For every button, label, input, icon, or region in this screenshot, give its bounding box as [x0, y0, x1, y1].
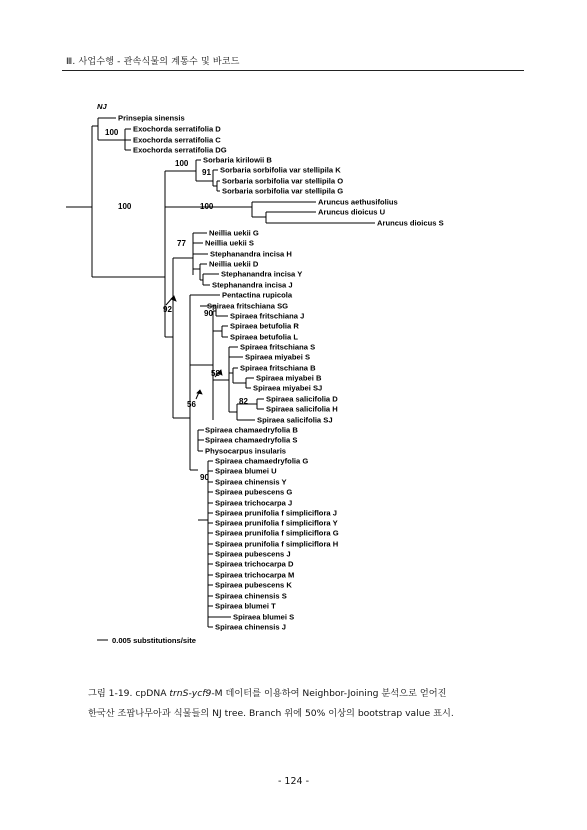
taxon-name: Sorbaria sorbifolia var stellipila: [222, 176, 336, 186]
taxon-label: [220, 166, 341, 175]
running-header: Ⅲ. 사업수행 - 관속식물의 계통수 및 바코드: [66, 57, 240, 67]
bootstrap-value: 100: [118, 202, 132, 211]
taxon-label: [205, 436, 297, 445]
taxon-name: Spiraea chamaedryfolia: [215, 456, 301, 466]
taxon-label: [230, 322, 299, 331]
taxon-sample-code: R: [291, 321, 299, 331]
tree-branch-2: [165, 160, 213, 277]
taxon-name: Aruncus dioicus: [377, 218, 437, 228]
taxon-label: [256, 374, 322, 383]
taxon-label: [222, 187, 343, 196]
taxon-name: Sorbaria sorbifolia var stellipila: [220, 165, 334, 175]
taxon-label: [215, 467, 277, 476]
taxon-label: [222, 291, 293, 300]
taxon-sample-code: M: [285, 570, 295, 580]
taxon-label: [318, 198, 398, 207]
taxon-sample-code: J: [285, 498, 293, 508]
taxon-label: [240, 364, 316, 373]
taxon-label: [215, 602, 276, 611]
taxon-sample-code: J: [286, 280, 293, 290]
taxon-label: [215, 623, 286, 632]
taxon-label: [215, 560, 294, 569]
tree-branch-10: [213, 326, 227, 337]
taxon-label: [257, 416, 333, 425]
taxon-name: Spiraea prunifolia f simpliciflora: [215, 539, 331, 549]
taxon-name: Exochorda serratifolia: [133, 145, 214, 155]
taxon-name: Spiraea pubescens: [215, 487, 285, 497]
taxon-labels: [118, 114, 444, 632]
taxon-label: [215, 540, 338, 549]
bootstrap-value: 92: [163, 305, 172, 314]
taxon-label: [377, 219, 444, 228]
caption-line1-rest: -M 데이터를 이용하여 Neighbor-Joining 분석으로 얻어진: [211, 688, 447, 699]
taxon-name: Exochorda serratifolia: [133, 124, 214, 134]
taxon-sample-code: SG: [274, 301, 289, 311]
taxon-label: [215, 499, 292, 508]
caption-line2: 한국산 조팝나무아과 식물들의 NJ tree. Branch 위에 50% 이상의 bootstrap value 표시.: [88, 708, 454, 719]
taxon-sample-code: U: [269, 466, 277, 476]
taxon-name: Physocarpus insularis: [205, 446, 287, 456]
taxon-name: Aruncus aethusifolius: [318, 197, 398, 207]
taxon-label: [221, 270, 302, 279]
taxon-label: [266, 405, 338, 414]
taxon-sample-code: D: [213, 124, 221, 134]
taxon-label: [212, 281, 293, 290]
taxon-label: [266, 395, 338, 404]
taxon-name: Spiraea pubescens: [215, 580, 285, 590]
taxon-name: Spiraea prunifolia f simpliciflora: [215, 508, 331, 518]
taxon-sample-code: S: [302, 352, 311, 362]
taxon-name: Prinsepia sinensis: [118, 113, 185, 123]
taxon-name: Stephanandra incisa: [221, 269, 296, 279]
taxon-sample-code: Y: [330, 518, 338, 528]
taxon-label: [203, 156, 272, 165]
scale-bar-label: 0.005 substitutions/site: [112, 636, 196, 645]
taxon-name: Sorbaria kirilowii: [203, 155, 265, 165]
taxon-label: [205, 447, 286, 456]
taxon-sample-code: SJ: [321, 415, 333, 425]
taxon-sample-code: G: [250, 228, 259, 238]
taxon-name: Spiraea prunifolia f simpliciflora: [215, 528, 331, 538]
taxon-sample-code: S: [290, 435, 298, 445]
taxon-name: Spiraea salicifolia: [266, 404, 331, 414]
tree-method-label: NJ: [97, 102, 107, 111]
bootstrap-value: 77: [177, 239, 186, 248]
taxon-name: Spiraea salicifolia: [266, 394, 331, 404]
taxon-label: [215, 457, 308, 466]
taxon-name: Spiraea pubescens: [215, 549, 285, 559]
taxon-label: [215, 592, 287, 601]
caption-dash: -: [188, 688, 192, 699]
bootstrap-arrowhead: [197, 390, 202, 394]
taxon-sample-code: J: [279, 622, 286, 632]
taxon-label: [222, 177, 343, 186]
taxon-sample-code: B: [307, 363, 316, 373]
taxon-label: [133, 125, 221, 134]
bootstrap-value: 82: [239, 397, 248, 406]
taxon-sample-code: DG: [213, 145, 227, 155]
taxon-name: Spiraea miyabei: [253, 383, 311, 393]
taxon-sample-code: G: [330, 528, 339, 538]
tree-branch-13: [257, 399, 262, 409]
taxon-sample-code: G: [300, 456, 309, 466]
bootstrap-arrowhead: [171, 296, 176, 301]
taxon-name: Stephanandra incisa: [210, 249, 285, 259]
taxon-name: Aruncus dioicus: [318, 207, 378, 217]
taxon-name: Sorbaria sorbifolia var stellipila: [222, 186, 336, 196]
taxon-name: Spiraea salicifolia: [257, 415, 322, 425]
bootstrap-value: 100: [105, 128, 119, 137]
taxon-sample-code: H: [284, 249, 292, 259]
taxon-sample-code: G: [335, 186, 344, 196]
caption-prefix: 그림 1-19. cpDNA: [88, 688, 170, 699]
taxon-label: [215, 529, 339, 538]
taxon-sample-code: S: [307, 342, 316, 352]
taxon-label: [233, 613, 294, 622]
taxon-sample-code: J: [297, 311, 305, 321]
taxon-name: Spiraea betufolia: [230, 321, 292, 331]
caption-marker-a: trnS: [169, 688, 189, 699]
taxon-label: [209, 229, 259, 238]
bootstrap-value: 91: [202, 168, 211, 177]
taxon-name: Spiraea chamaedryfolia: [205, 425, 291, 435]
taxon-sample-code: S: [246, 238, 254, 248]
taxon-sample-code: B: [313, 373, 322, 383]
taxon-sample-code: T: [269, 601, 276, 611]
taxon-name: Neillia uekii: [205, 238, 247, 248]
taxon-label: [318, 208, 386, 217]
taxon-sample-code: H: [330, 404, 338, 414]
taxon-name: Spiraea miyabei: [256, 373, 314, 383]
bootstrap-value: 90: [204, 309, 213, 318]
taxon-sample-code: D: [330, 394, 338, 404]
taxon-sample-code: J: [330, 508, 337, 518]
taxon-sample-code: B: [264, 155, 272, 165]
taxon-name: Spiraea blumei: [233, 612, 288, 622]
taxon-label: [133, 136, 221, 145]
tree-branch-3: [213, 170, 219, 191]
taxon-label: [215, 519, 338, 528]
taxon-label: [245, 353, 310, 362]
taxon-sample-code: G: [284, 487, 293, 497]
taxon-name: Spiraea blumei: [215, 601, 270, 611]
figure-caption: [88, 684, 508, 724]
taxon-name: Spiraea trichocarpa: [215, 570, 286, 580]
taxon-name: Spiraea prunifolia f simpliciflora: [215, 518, 331, 528]
taxon-label: [215, 478, 287, 487]
taxon-sample-code: H: [330, 539, 339, 549]
taxon-label: [205, 239, 254, 248]
taxon-label: [253, 384, 322, 393]
taxon-name: Neillia uekii: [209, 259, 251, 269]
page-number: - 124 -: [277, 776, 310, 787]
taxon-name: Spiraea fritschiana: [240, 342, 308, 352]
taxon-sample-code: D: [250, 259, 259, 269]
taxon-sample-code: Y: [295, 269, 303, 279]
taxon-label: [230, 312, 304, 321]
taxon-sample-code: Y: [279, 477, 287, 487]
taxon-name: Pentactina rupicola: [222, 290, 293, 300]
taxon-label: [215, 571, 294, 580]
taxon-name: Spiraea fritschiana: [240, 363, 308, 373]
taxon-sample-code: B: [290, 425, 298, 435]
taxon-sample-code: S: [279, 591, 287, 601]
taxon-sample-code: K: [284, 580, 292, 590]
taxon-label: [209, 260, 259, 269]
taxon-sample-code: J: [284, 549, 291, 559]
tree-branch-1: [66, 207, 165, 277]
taxon-sample-code: S: [287, 612, 295, 622]
bootstrap-value: 100: [200, 202, 214, 211]
taxon-sample-code: C: [213, 135, 221, 145]
taxon-name: Spiraea trichocarpa: [215, 498, 286, 508]
taxon-name: Neillia uekii: [209, 228, 251, 238]
taxon-name: Spiraea chinensis: [215, 622, 280, 632]
taxon-sample-code: K: [333, 165, 341, 175]
taxon-label: [215, 509, 337, 518]
taxon-name: Spiraea chinensis: [215, 477, 280, 487]
taxon-name: Spiraea fritschiana: [230, 311, 298, 321]
taxon-sample-code: D: [285, 559, 294, 569]
taxon-label: [205, 426, 298, 435]
taxon-label: [230, 333, 298, 342]
taxon-label: [210, 250, 292, 259]
tree-branch-6: [173, 233, 200, 337]
taxon-name: Spiraea chinensis: [215, 591, 280, 601]
bootstrap-value: 56: [187, 400, 196, 409]
taxon-sample-code: S: [436, 218, 444, 228]
taxon-name: Spiraea betufolia: [230, 332, 292, 342]
taxon-sample-code: SJ: [310, 383, 323, 393]
taxon-name: Spiraea chamaedryfolia: [205, 435, 291, 445]
taxon-name: Stephanandra incisa: [212, 280, 287, 290]
taxon-name: Exochorda serratifolia: [133, 135, 214, 145]
bootstrap-value: 100: [175, 159, 189, 168]
taxon-label: [207, 302, 288, 311]
taxon-label: [215, 581, 292, 590]
bootstrap-value: 58: [211, 369, 220, 378]
taxon-label: [240, 343, 315, 352]
taxon-name: Spiraea miyabei: [245, 352, 303, 362]
bootstrap-value: 90: [200, 473, 209, 482]
taxon-sample-code: U: [377, 207, 386, 217]
taxon-name: Spiraea fritschiana: [207, 301, 275, 311]
caption-marker-b: ycf9: [191, 688, 212, 699]
taxon-name: Spiraea blumei: [215, 466, 270, 476]
taxon-label: [215, 488, 292, 497]
taxon-label: [133, 146, 227, 155]
taxon-name: Spiraea trichocarpa: [215, 559, 286, 569]
taxon-sample-code: L: [291, 332, 298, 342]
taxon-sample-code: O: [335, 176, 344, 186]
taxon-label: [118, 114, 185, 123]
taxon-label: [215, 550, 291, 559]
